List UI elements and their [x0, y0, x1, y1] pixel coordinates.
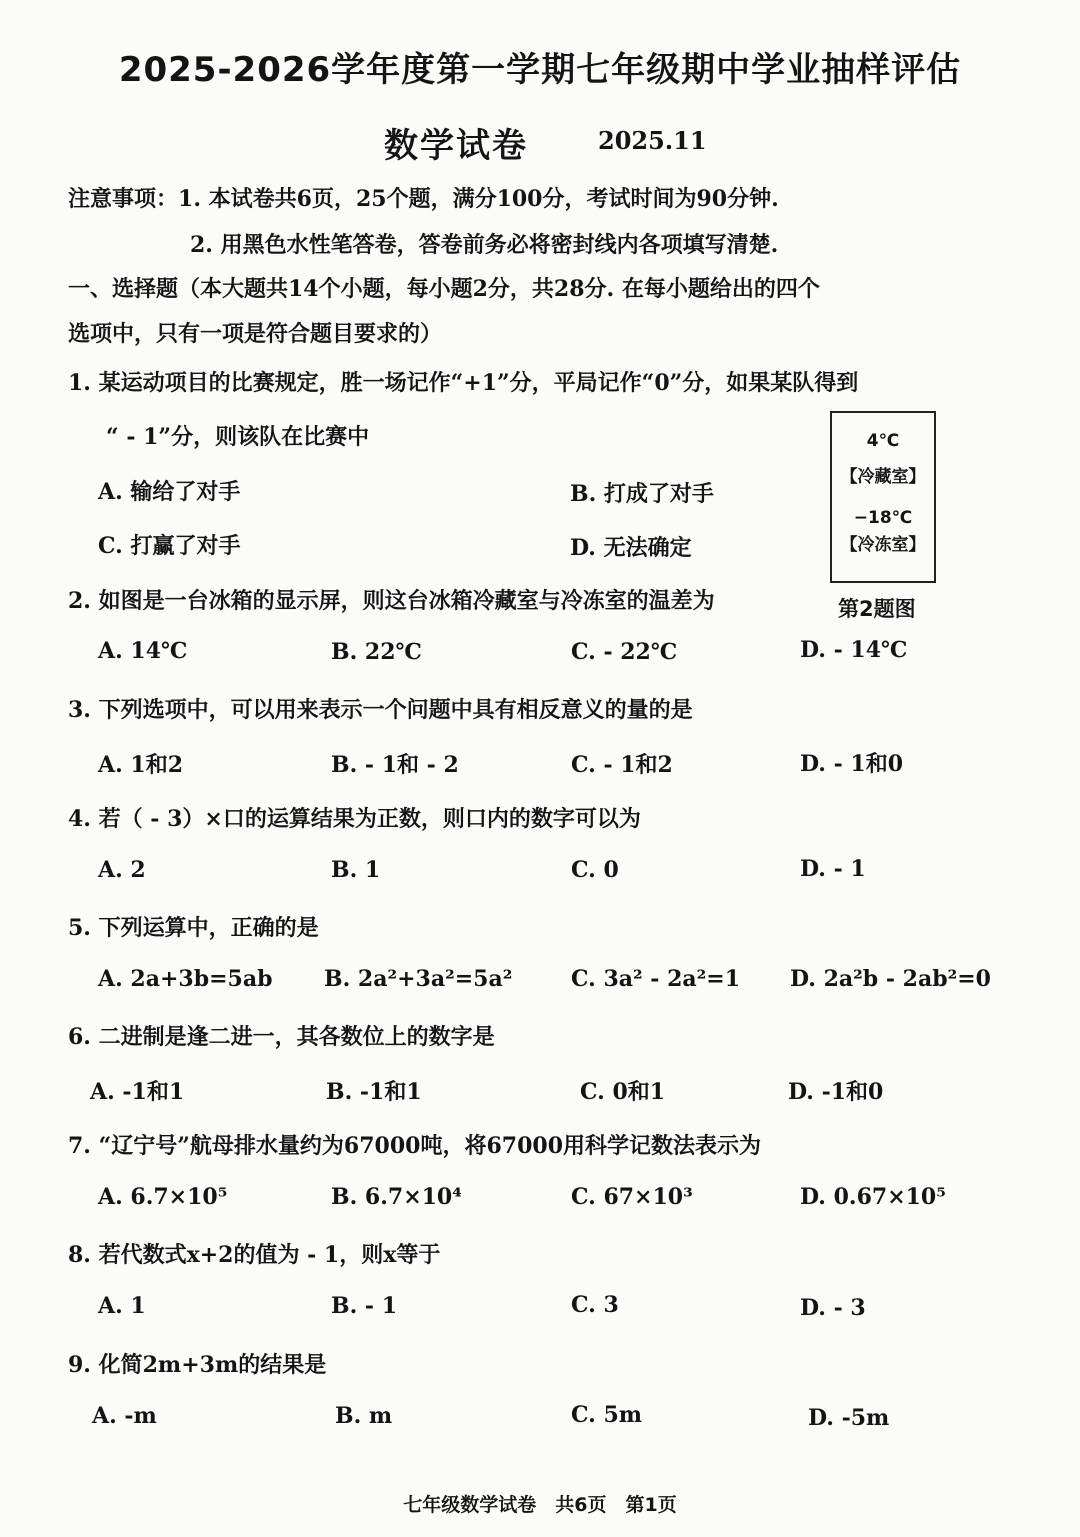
q1-option-c: C. 打赢了对手: [98, 533, 241, 559]
q9-option-d: D. -5m: [808, 1405, 890, 1431]
q8-option-c: C. 3: [571, 1292, 619, 1318]
question-2-text: 2. 如图是一台冰箱的显示屏，则这台冰箱冷藏室与冷冻室的温差为: [68, 588, 715, 614]
figure-caption: 第2题图: [838, 597, 916, 621]
freezer-temperature: −18℃: [853, 508, 913, 528]
q1-option-d: D. 无法确定: [570, 535, 692, 561]
question-9-text: 9. 化简2m+3m的结果是: [68, 1352, 327, 1378]
q1-option-a: A. 输给了对手: [98, 479, 241, 505]
page-footer: 七年级数学试卷 共6页 第1页: [403, 1494, 677, 1516]
q4-option-a: A. 2: [98, 857, 146, 883]
q5-option-a: A. 2a+3b=5ab: [98, 966, 273, 992]
q2-option-b: B. 22℃: [331, 639, 422, 665]
q8-option-b: B. - 1: [331, 1293, 398, 1319]
question-6-text: 6. 二进制是逢二进一，其各数位上的数字是: [68, 1024, 495, 1050]
q2-option-a: A. 14℃: [98, 638, 188, 664]
question-1-line-2: “ - 1”分，则该队在比赛中: [106, 424, 370, 450]
q9-option-a: A. -m: [92, 1403, 157, 1429]
q8-option-a: A. 1: [98, 1293, 146, 1319]
q2-option-c: C. - 22℃: [571, 639, 678, 665]
q6-option-c: C. 0和1: [580, 1079, 666, 1105]
exam-title: 2025-2026学年度第一学期七年级期中学业抽样评估: [118, 50, 962, 90]
notes-line-1: [68, 182, 779, 213]
q9-option-b: B. m: [335, 1403, 393, 1429]
q3-option-c: C. - 1和2: [571, 752, 673, 778]
q7-option-b: B. 6.7×10⁴: [331, 1184, 462, 1210]
q6-option-d: D. -1和0: [788, 1079, 884, 1105]
q5-option-b: B. 2a²+3a²=5a²: [324, 966, 513, 992]
fridge-compartment-label: 【冷藏室】: [840, 467, 926, 487]
q5-option-d: D. 2a²b - 2ab²=0: [790, 966, 991, 992]
fridge-temperature: 4℃: [866, 431, 900, 451]
exam-date: 2025.11: [598, 126, 707, 155]
question-5-text: 5. 下列运算中，正确的是: [68, 915, 319, 941]
q5-option-c: C. 3a² - 2a²=1: [571, 966, 741, 992]
subject-title: 数学试卷: [384, 126, 528, 166]
q7-option-a: A. 6.7×10⁵: [98, 1184, 228, 1210]
q6-option-a: A. -1和1: [90, 1079, 185, 1105]
q3-option-b: B. - 1和 - 2: [331, 752, 459, 778]
notes-item-2: 2. 用黑色水性笔答卷，答卷前务必将密封线内各项填写清楚.: [190, 232, 779, 258]
q1-option-b: B. 打成了对手: [570, 481, 714, 507]
question-3-text: 3. 下列选项中，可以用来表示一个问题中具有相反意义的量的是: [68, 697, 693, 723]
q3-option-d: D. - 1和0: [800, 751, 904, 777]
q3-option-a: A. 1和2: [98, 752, 184, 778]
q2-option-d: D. - 14℃: [800, 637, 908, 663]
q7-option-d: D. 0.67×10⁵: [800, 1184, 946, 1210]
notes-label: 注意事项：: [68, 186, 179, 212]
notes-item-1: 1. 本试卷共6页，25个题，满分100分，考试时间为90分钟.: [178, 186, 779, 212]
question-1-line-1: 1. 某运动项目的比赛规定，胜一场记作“+1”分，平局记作“0”分，如果某队得到: [68, 370, 859, 396]
question-7-text: 7. “辽宁号”航母排水量约为67000吨，将67000用科学记数法表示为: [68, 1133, 762, 1159]
q9-option-c: C. 5m: [571, 1402, 643, 1428]
section-heading-line-1: 一、选择题（本大题共14个小题，每小题2分，共28分. 在每小题给出的四个: [68, 276, 820, 302]
freezer-compartment-label: 【冷冻室】: [840, 535, 926, 555]
section-heading-line-2: 选项中，只有一项是符合题目要求的）: [68, 321, 443, 347]
question-4-text: 4. 若（ - 3）×口的运算结果为正数，则口内的数字可以为: [68, 806, 641, 832]
q8-option-d: D. - 3: [800, 1295, 866, 1321]
q4-option-c: C. 0: [571, 857, 619, 883]
q6-option-b: B. -1和1: [326, 1079, 422, 1105]
fridge-display-figure: [830, 411, 936, 583]
question-8-text: 8. 若代数式x+2的值为 - 1，则x等于: [68, 1242, 441, 1268]
q4-option-b: B. 1: [331, 857, 381, 883]
q4-option-d: D. - 1: [800, 856, 866, 882]
q7-option-c: C. 67×10³: [571, 1184, 693, 1210]
